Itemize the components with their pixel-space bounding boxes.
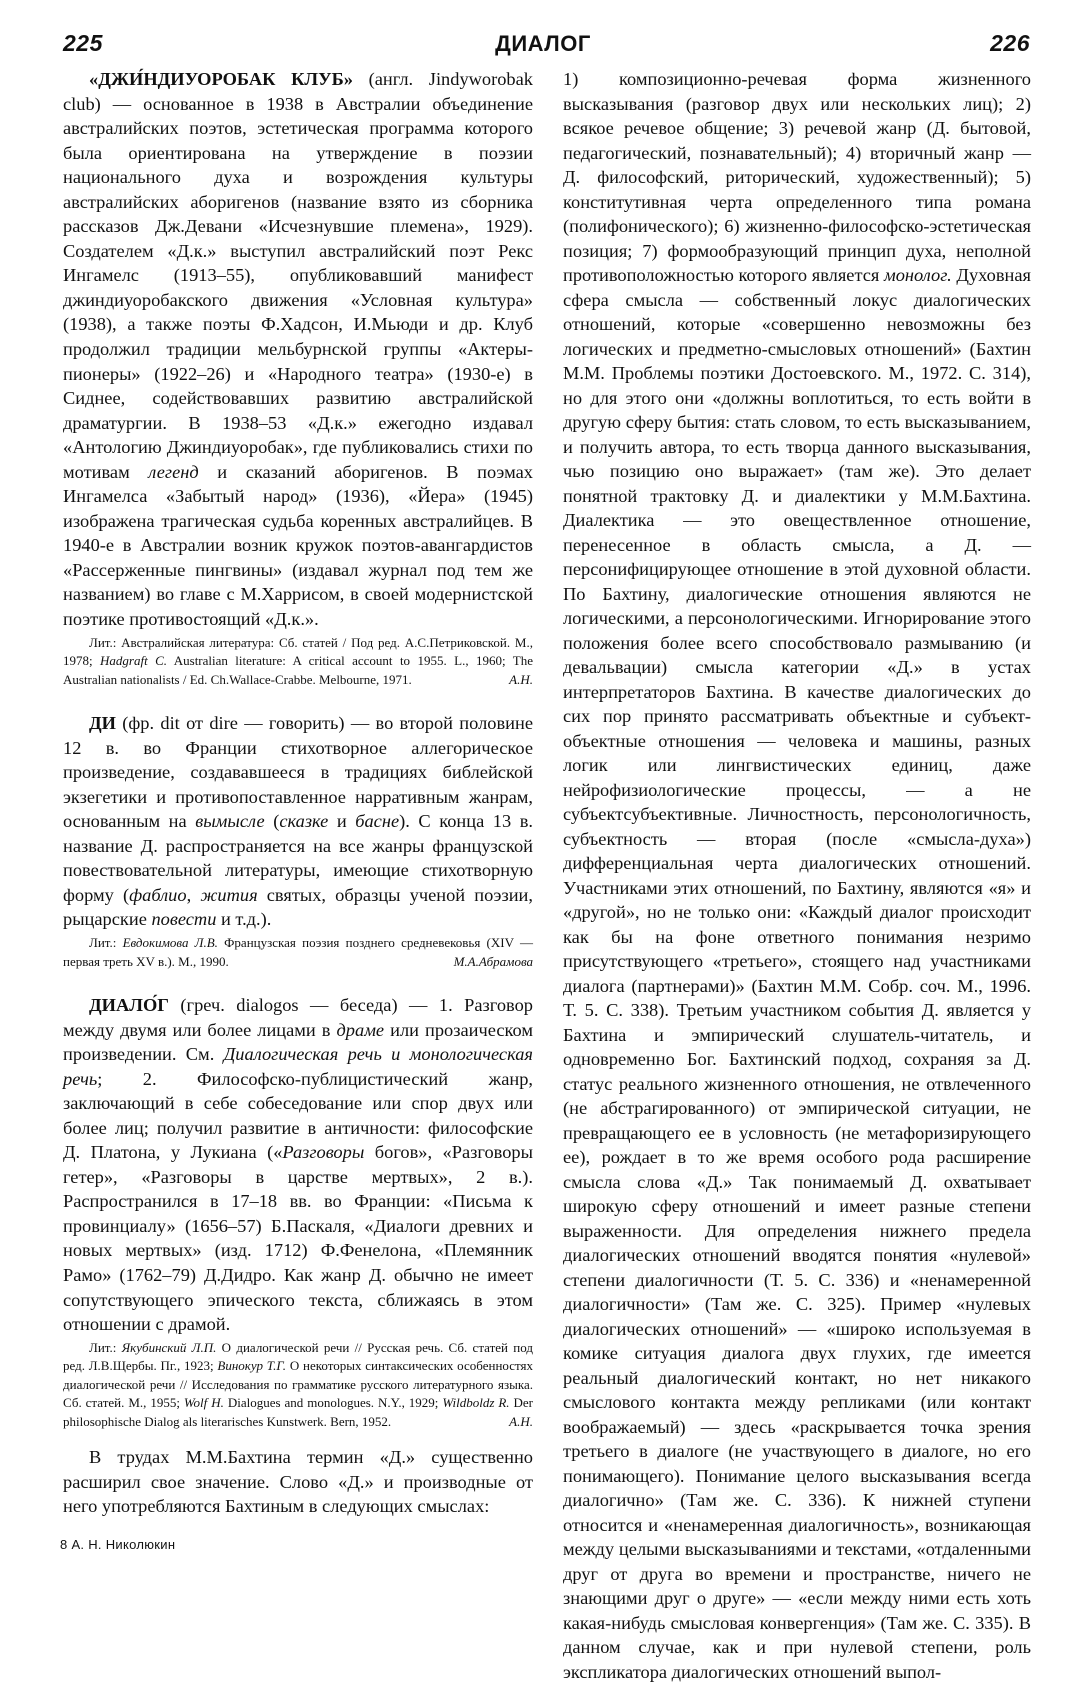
- lit-author: Якубинский Л.П.: [121, 1339, 217, 1355]
- cross-reference: басне: [355, 811, 400, 832]
- cross-reference: вымысле: [195, 811, 265, 832]
- cross-reference: жития: [200, 884, 258, 905]
- cross-reference: Разговоры: [282, 1142, 365, 1163]
- column-right: [563, 67, 1031, 1684]
- page-footer-signature: 8 А. Н. Николюкин: [60, 1537, 176, 1552]
- cross-reference: монолог.: [884, 265, 952, 285]
- cross-reference: фаблио: [129, 884, 187, 905]
- entry-text: и т.д.).: [216, 909, 272, 930]
- cross-reference: сказке: [279, 811, 329, 832]
- running-head-title: ДИАЛОГ: [495, 31, 591, 56]
- lit-text: О диалогической речи // Русская речь. Сб. статей под ред. Л.В.Щербы. Пг., 1923;: [63, 1339, 533, 1374]
- entry-text: и сказаний аборигенов. В поэмах Ингамелса «Забытый народ» (1936), «Йера» (1945) изображена трагическая судьба коренных австралийцев. В 1940-е в Австралии возник кружок поэтов-авангардистов «Рассерженные пингвины» (издавал журнал под тем же названием) во главе с М.Харрисом, в своей модернистской поэтике противостоящий «Д.к.».: [63, 461, 534, 630]
- page-number-left: 225: [63, 30, 103, 56]
- bibliography: [63, 634, 533, 690]
- entry-author: М.А.Абрамова: [453, 953, 533, 969]
- entry-text: ,: [186, 884, 201, 905]
- entry-dialog: [63, 993, 533, 1337]
- bakhtin-meanings-paragraph: [563, 67, 1031, 1684]
- bibliography: [63, 934, 533, 971]
- entry-text: ; 2. Философско-публицистический жанр, заключающий в себе собеседование или спор двух или более лиц; получил развитие в античности: философские Д. Платона, у Лукиана («: [63, 1068, 533, 1163]
- entry-text: (греч. dialogos — беседа) — 1. Разговор между двумя или более лицами в: [63, 995, 533, 1040]
- headword: «ДЖИ́НДИУОРОБАК КЛУБ»: [89, 69, 353, 89]
- entry-text: ). С конца 13 в. название Д. распространяется на все жанры французской повествовательной литературы, имеющие стихотворную форму (: [63, 811, 533, 905]
- lit-text: О некоторых синтаксических особенностях диалогической речи // Исследования по грамматике русского литературного языка. Сб. статей. М., 1955;: [63, 1358, 533, 1411]
- entry-text: (: [264, 811, 280, 832]
- lit-author: Wolf H.: [183, 1395, 224, 1411]
- lit-author: Евдокимова Л.В.: [122, 935, 218, 950]
- lit-text: Dialogues and monologues. N.Y., 1929;: [223, 1395, 443, 1411]
- lit-text: Der philosophische Dialog als literarisches Kunstwerk. Bern, 1952.: [63, 1395, 534, 1429]
- bakhtin-intro-paragraph: В трудах М.М.Бахтина термин «Д.» существенно расширил свое значение. Слово «Д.» и производные от него употребляются Бахтиным в следующих смыслах:: [63, 1447, 533, 1517]
- entry-text: 1) композиционно-речевая форма жизненного высказывания (разговор двух или нескольких лиц); 2) всякое речевое общение; 3) речевой жанр (Д. бытовой, педагогический, познавательный); 4) вторичный жанр — Д. философский, риторический, художественный); 5) конститутивная черта определенного типа романа (полифонического); 6) жизненно-философско-эстетическая позиция; 7) формообразующий принцип духа, неполной противоположностью которого является: [563, 69, 1031, 285]
- entry-text: и: [328, 811, 356, 832]
- entry-di: [63, 711, 533, 932]
- page-number-right: 226: [990, 30, 1030, 56]
- bibliography: [63, 1339, 533, 1432]
- entry-text: Духовная сфера смысла — собственный локус диалогических отношений, которые «совершенно невозможны без логических и предметно-смысловых отношений» (Бахтин М.М. Проблемы поэтики Достоевского. М., 1972. С. 314), но для этого они «должны воплотиться, то есть войти в другую сферу бытия: стать словом, то есть высказыванием, и получить автора, то есть творца данного высказывания, чью позицию оно выражает» (там же). Это делает понятной трактовку Д. и диалектики у М.М.Бахтина. Диалектика — это овеществленное отношение, перенесенное в область смысла, а Д. — персонифицирующее отношение в этой духовной области. По Бахтину, диалогические отношения являются не логическими, а персонологическими. Игнорирование этого положения более всего способствовало размыванию (и девальвации) смысла категории «Д.» в устах интерпретаторов Бахтина. В качестве диалогических до сих пор принято рассматривать объектные и субъект-объектные отношения — человека и машины, разных логик или лингвистических единиц, даже нейрофизиологические процессы, — а не субъектсубъективные. Личностность, персонологичность, субъектность — вторая (после «смысла-духа») дифференциальная черта диалогических отношений. Участниками этих отношений, по Бахтину, являются «я» и «другой», но не только они: «Каждый диалог происходит как бы на фоне ответного понимания незримо присутствующего «третьего», стоящего над участниками диалога (партнерами)» (Бахтин М.М. Собр. соч. М., 1996. Т. 5. С. 338). Третьим участником события Д. является у Бахтина и эмпирический слушатель-читатель, и одновременно Бог. Бахтинский подход, сохраняя за Д. статус реального жизненного отношения, не отвлеченного (не абстрагированного) от эмпирической ситуации, не превращающего ее в условность (не метафоризирующего ее), рождает в то же время особого рода расширение смысла слова «Д.» Так понимаемый Д. охватывает широкую сферу отношений и имеет разные степени выраженности. Для определения нижнего предела диалогических отношений вводятся понятия «нулевой» степени диалогичности (Т. 5. С. 336) и «ненамеренной диалогичности» (Там же. С. 325). Пример «нулевых диалогических отношений» — «широко используемая в комике ситуация диалога двух глухих, где имеется реальный диалогический контакт, но нет никакого смыслового контакта между репликами (или контакт воображаемый) — здесь «раскрывается точка зрения третьего в диалоге (не участвующего в диалоге, но его понимающего). Понимание целого высказывания всегда диалогично» (Там же. С. 336). К нижней ступени относится и «ненамеренная диалогичность», возникающая между целыми высказываниями и текстами, «отдаленными друг от друга во времени и пространстве, ничего не знающими друг о друге» — «если между ними есть хоть какая-нибудь смысловая конвергенция» (Там же. С. 335). В данном случае, как и при нулевой степени, роль экспликатора диалогических отношений выпол-: [563, 265, 1031, 1682]
- headword: ДИ: [89, 713, 116, 734]
- lit-text: Французская поэзия позднего средневековья (XIV — первая треть XV в.). М., 1990.: [63, 935, 533, 969]
- entry-jindyworobak: [63, 67, 533, 632]
- entry-author: А.Н.: [509, 1413, 533, 1429]
- lit-author: Hadgraft C.: [100, 653, 168, 669]
- column-left: [63, 67, 533, 1519]
- entry-text: (англ. Jindyworobak club) — основанное в 1938 в Австралии объединение австралийских поэтов, эстетическая программа которого была ориентирована на утверждение в поэзии национального духа и возрождения культуры австралийских аборигенов (название взято из сборника рассказов Дж.Девани «Исчезнувшие племена», 1929). Создателем «Д.к.» выступил австралийский поэт Рекс Ингамелс (1913–55), опубликовавший манифест джиндиуоробакского движения «Условная культура» (1938), а также поэты Ф.Хадсон, И.Мьюди и др. Клуб продолжил традиции мельбурнской группы «Актеры-пионеры» (1922–26) и «Народного театра» (1930-е) в Сиднее, содействовавших развитию австралийской драматургии. В 1938–53 «Д.к.» ежегодно издавал «Антологию Джиндиуоробак», где публиковались стихи по мотивам: [63, 69, 533, 482]
- entry-text: (фр. dit от dire — говорить) — во второй половине 12 в. во Франции стихотворное аллегорическое произведение, создававшееся в традициях библейской экзегетики и противопоставленное нарративным жанрам, основанным на: [63, 713, 533, 832]
- entry-text: святых, образцы ученой поэзии, рыцарские: [63, 884, 533, 930]
- lit-text: Australian literature: A critical account to 1955. L., 1960; The Australian nationalists / Ed. Ch.Wallace-Crabbe. Melbourne, 1971.: [63, 653, 533, 687]
- lit-label: Лит.:: [89, 1339, 117, 1355]
- cross-reference: Диалогическая речь и монологическая речь: [63, 1044, 533, 1089]
- entry-text: богов», «Разговоры гетер», «Разговоры в царстве мертвых», 2 в.). Распространился в 17–18 вв. во Франции: «Письма к провинциалу» (1656–57) Б.Паскаля, «Диалоги древних и новых мертвых» (изд. 1712) Ф.Фенелона, «Племянник Рамо» (1762–79) Д.Дидро. Как жанр Д. обычно не имеет сопутствующего эпического текста, сближаясь в этом отношении с драмой.: [63, 1142, 533, 1335]
- cross-reference: повести: [151, 909, 217, 930]
- lit-author: Винокур Т.Г.: [217, 1358, 287, 1374]
- entry-author: А.Н.: [509, 671, 533, 687]
- lit-label: Лит.:: [89, 935, 117, 950]
- cross-reference: легенд: [148, 461, 199, 482]
- headword: ДИАЛО́Г: [89, 995, 169, 1015]
- lit-author: Wildboldz R.: [442, 1395, 510, 1411]
- cross-reference: драме: [336, 1019, 385, 1040]
- lit-text: Австралийская литература: Сб. статей / Под ред. А.С.Петриковской. М., 1978;: [63, 634, 533, 669]
- lit-label: Лит.:: [89, 634, 117, 650]
- entry-text: или прозаическом произведении. См.: [63, 1019, 534, 1065]
